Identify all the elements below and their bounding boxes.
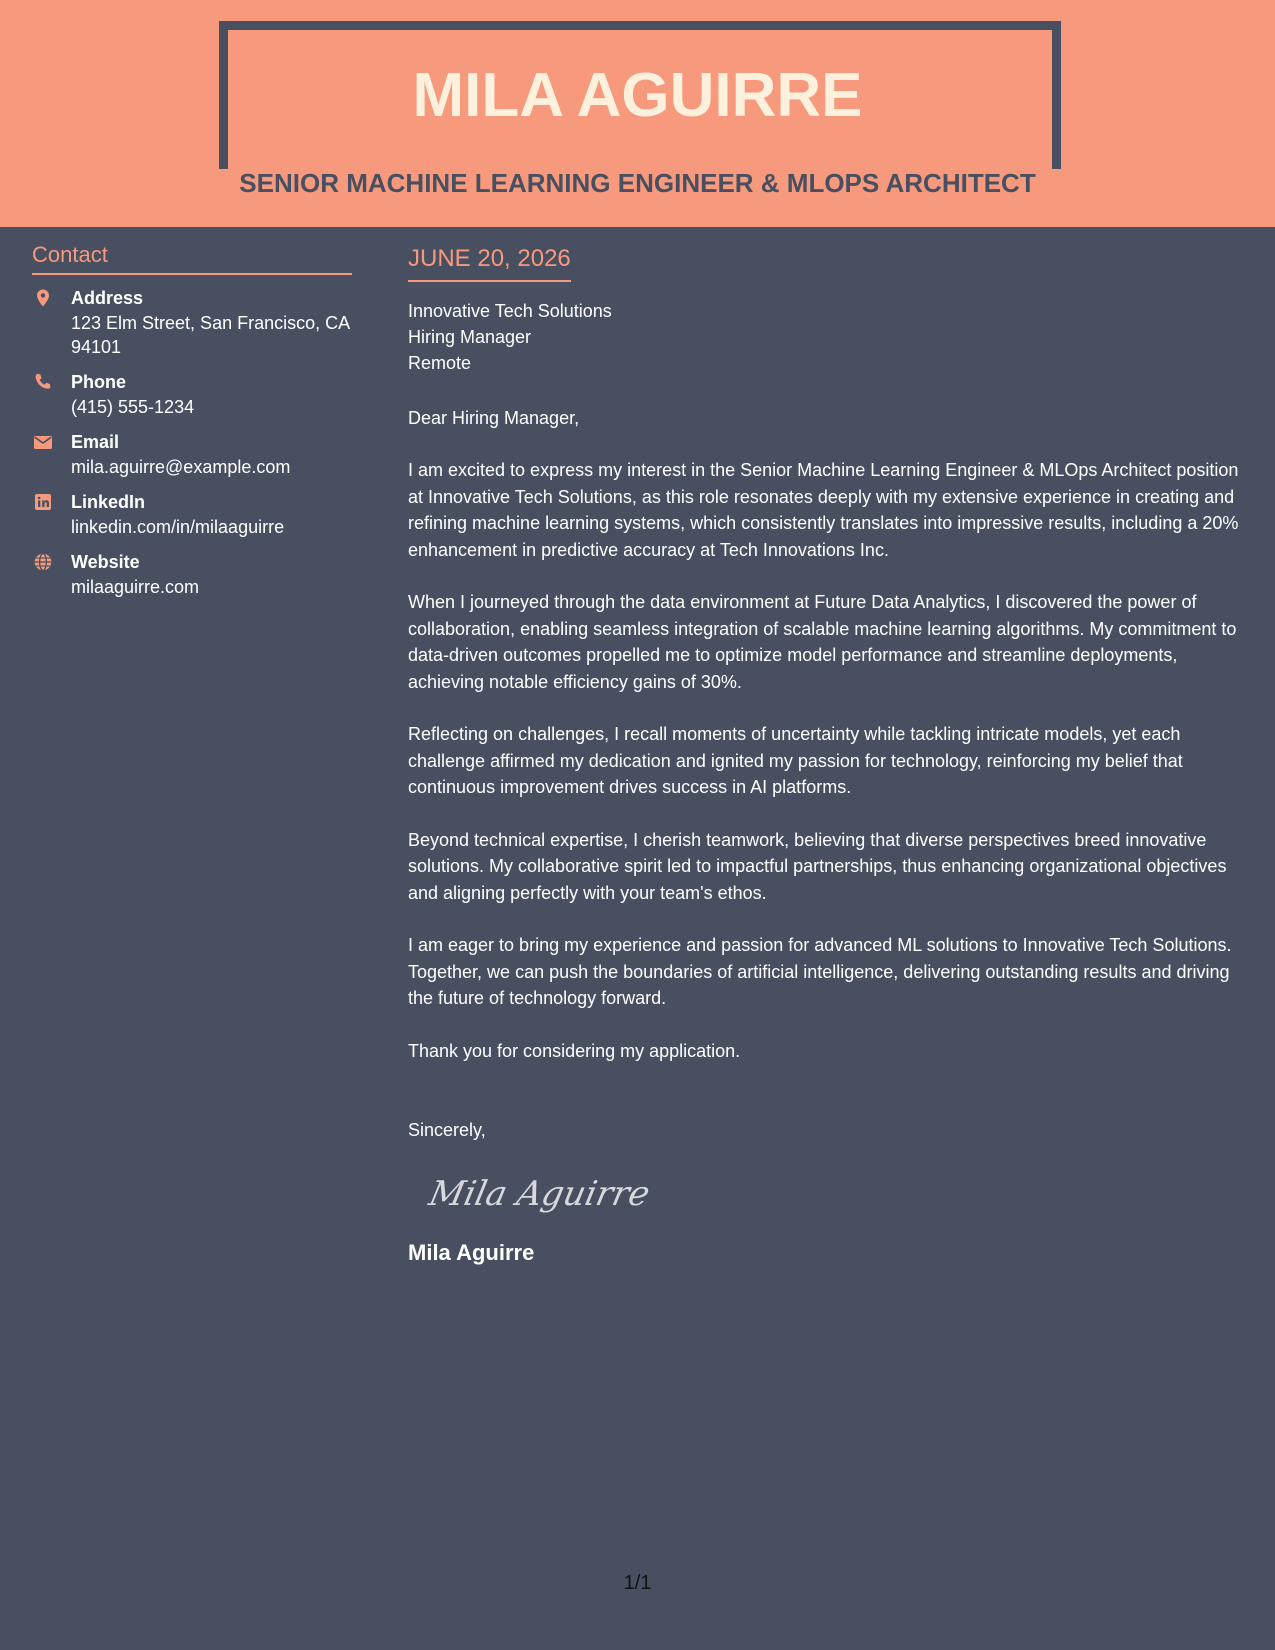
contact-item-email xyxy=(32,430,352,479)
svg-text:Mila Aguirre xyxy=(425,1174,654,1214)
contact-label: Phone xyxy=(71,372,127,392)
letter-paragraph: When I journeyed through the data environment at Future Data Analytics, I discovered the power of collaboration, enabling seamless integration of scalable machine learning algorithms. My commitment to data-driven outcomes propelled me to optimize model performance and streamline deployments, achieving notable efficiency gains of 30%. xyxy=(408,592,1237,692)
page-number: 1/1 xyxy=(623,1572,652,1594)
letter-paragraph: Beyond technical expertise, I cherish teamwork, believing that diverse perspectives breed innovative solutions. My collaborative spirit led to impactful partnerships, thus enhancing organizational objectives and aligning perfectly with your team's ethos. xyxy=(408,829,1227,903)
letter-body xyxy=(408,243,1243,1268)
contact-item-linkedin xyxy=(32,490,352,539)
recipient-role: Hiring Manager xyxy=(408,327,532,347)
letter-paragraph: I am eager to bring my experience and passion for advanced ML solutions to Innovative Tech Solutions. Together, we can push the boundaries of artificial intelligence, delivering outstanding results and driving the future of technology forward. xyxy=(408,935,1232,1008)
applicant-name: MILA AGUIRRE xyxy=(412,61,863,130)
contact-label: Email xyxy=(71,432,120,452)
letter-paragraph: I am excited to express my interest in the Senior Machine Learning Engineer & MLOps Architect position at Innovative Tech Solutions, as this role resonates deeply with my extensive experience in creating and refining machine learning systems, which consistently translates into impressive results, including a 20% enhancement in predictive accuracy at Tech Innovations Inc. xyxy=(408,460,1239,560)
contact-sidebar xyxy=(32,240,352,599)
email-value[interactable]: mila.aguirre@example.com xyxy=(71,457,291,477)
recipient-company: Innovative Tech Solutions xyxy=(408,301,612,321)
signature-text: Mila Aguirre xyxy=(425,1174,654,1214)
envelope-icon xyxy=(33,432,53,452)
letter-paragraph: Reflecting on challenges, I recall moments of uncertainty while tackling intricate models, yet each challenge affirmed my dedication and ignited my passion for technology, reinforcing my belief that continuous improvement drives success in AI platforms. xyxy=(408,724,1183,797)
contact-heading: Contact xyxy=(32,240,352,275)
contact-label: Website xyxy=(71,552,140,572)
closing: Sincerely, xyxy=(408,1120,486,1140)
contact-item-address xyxy=(32,286,352,359)
recipient-block xyxy=(408,298,1243,376)
contact-label: LinkedIn xyxy=(71,492,146,512)
letter-date: JUNE 20, 2026 xyxy=(408,243,571,282)
job-title: SENIOR MACHINE LEARNING ENGINEER & MLOPS ARCHITECT xyxy=(239,168,1036,198)
salutation: Dear Hiring Manager, xyxy=(408,408,580,428)
phone-icon xyxy=(33,372,53,392)
globe-icon xyxy=(33,552,53,572)
linkedin-icon xyxy=(33,492,53,512)
letter-paragraph: Thank you for considering my application. xyxy=(408,1040,741,1061)
phone-value: (415) 555-1234 xyxy=(71,397,195,417)
contact-label: Address xyxy=(71,288,144,308)
linkedin-value[interactable]: linkedin.com/in/milaaguirre xyxy=(71,517,285,537)
signer-name: Mila Aguirre xyxy=(408,1240,535,1265)
website-value[interactable]: milaaguirre.com xyxy=(71,577,200,597)
contact-item-phone xyxy=(32,370,352,419)
map-pin-icon xyxy=(33,288,53,308)
recipient-location: Remote xyxy=(408,353,472,373)
address-value: 123 Elm Street, San Francisco, CA 94101 xyxy=(71,313,350,357)
header-band xyxy=(0,0,1275,227)
contact-item-website xyxy=(32,550,352,599)
handwritten-signature xyxy=(424,1165,664,1221)
